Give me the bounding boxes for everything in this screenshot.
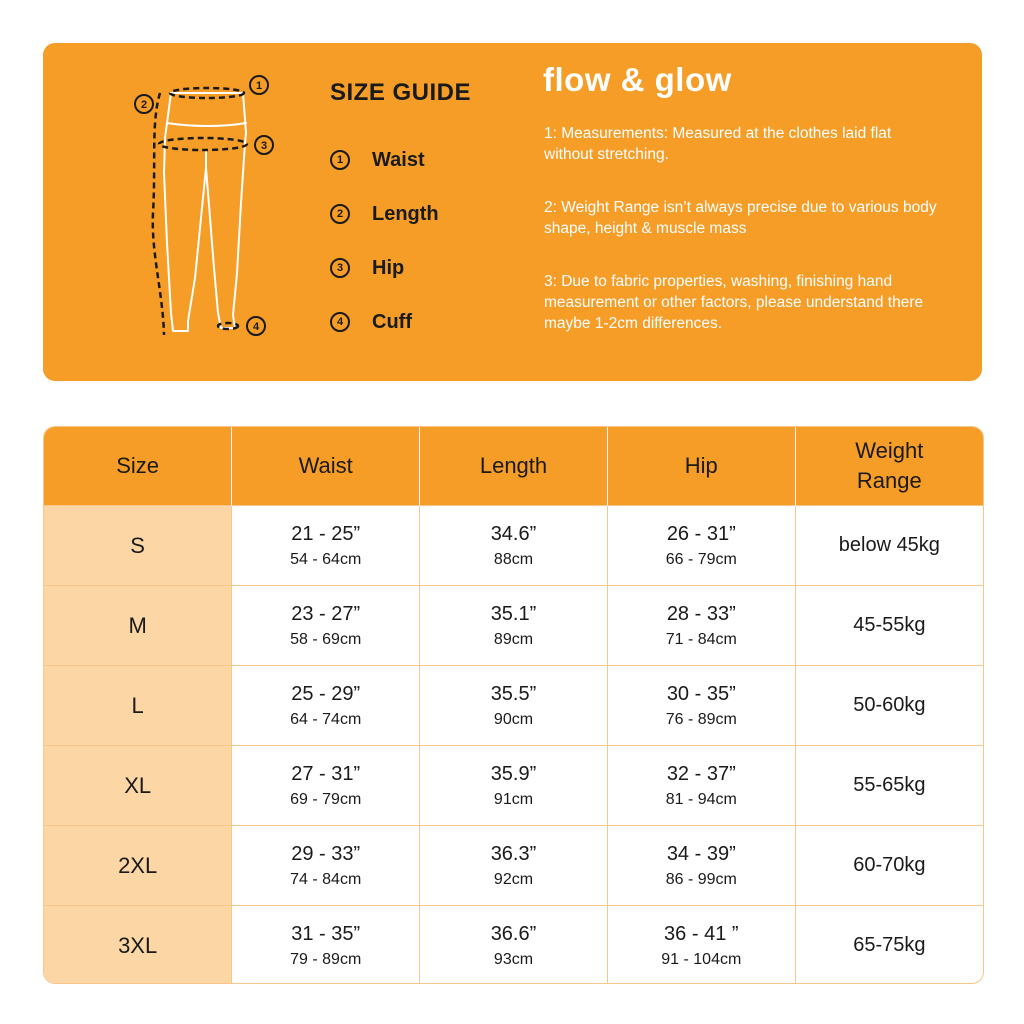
table-body <box>44 506 983 985</box>
marker-2 <box>135 95 153 113</box>
length-inches: 35.9” <box>490 762 537 785</box>
legend-item-hip <box>330 241 439 295</box>
svg-text:3: 3 <box>260 140 268 152</box>
length-cell <box>420 746 608 826</box>
note-2: 2: Weight Range isn’t always precise due to various body shape, height & muscle mass <box>544 199 937 237</box>
note-1: 1: Measurements: Measured at the clothes laid flat without stretching. <box>544 125 892 163</box>
table-row <box>44 666 983 746</box>
hip-cm: 91 - 104cm <box>661 950 742 968</box>
hip-inches: 28 - 33” <box>666 602 736 625</box>
hip-cm: 81 - 94cm <box>665 790 737 808</box>
weight-range-value: 60-70kg <box>853 854 926 876</box>
hip-inches: 36 - 41 ” <box>664 922 739 945</box>
svg-text:2: 2 <box>140 99 148 111</box>
hip-cell <box>607 506 795 586</box>
marker-3 <box>255 136 273 154</box>
size-guide-banner <box>43 43 982 381</box>
length-inches: 36.6” <box>490 922 537 945</box>
waist-cm: 64 - 74cm <box>290 710 362 728</box>
length-cm: 88cm <box>493 550 534 568</box>
size-cell: L <box>44 666 232 746</box>
weight-range-cell <box>795 666 983 746</box>
legend-item-cuff <box>330 295 439 349</box>
hip-cm: 66 - 79cm <box>665 550 737 568</box>
leggings-diagram <box>43 43 343 381</box>
waist-cell <box>232 666 420 746</box>
hip-cell <box>607 906 795 985</box>
legend-label: Cuff <box>372 310 412 333</box>
weight-range-value: 45-55kg <box>853 614 926 636</box>
marker-4 <box>247 317 265 335</box>
header-size: Size <box>44 427 232 506</box>
note-3: 3: Due to fabric properties, washing, finishing hand measurement or other factors, please understand there maybe 1-2cm differences. <box>544 273 924 332</box>
size-chart-table <box>43 426 984 984</box>
size-cell: 3XL <box>44 906 232 985</box>
length-inches: 34.6” <box>490 522 537 545</box>
length-cell <box>420 826 608 906</box>
hip-cell <box>607 666 795 746</box>
size-cell: M <box>44 586 232 666</box>
weight-range-cell <box>795 826 983 906</box>
length-inches: 36.3” <box>490 842 537 865</box>
waist-cell <box>232 506 420 586</box>
waist-inches: 29 - 33” <box>291 842 361 865</box>
hip-inches: 32 - 37” <box>666 762 736 785</box>
waist-cm: 74 - 84cm <box>290 870 362 888</box>
legend-label: Hip <box>372 256 405 279</box>
brand-logo: flow & glow <box>543 61 732 98</box>
table-row <box>44 826 983 906</box>
size-guide-title: SIZE GUIDE <box>330 79 472 106</box>
number-badge: 2 <box>330 204 350 224</box>
waist-inches: 21 - 25” <box>291 522 361 545</box>
waist-inches: 31 - 35” <box>291 922 361 945</box>
header-waist: Waist <box>232 427 420 506</box>
weight-range-value: below 45kg <box>838 534 940 556</box>
hip-inches: 26 - 31” <box>666 522 736 545</box>
table-row <box>44 506 983 586</box>
hip-inches: 30 - 35” <box>666 682 736 705</box>
waist-inches: 27 - 31” <box>291 762 361 785</box>
waist-cm: 69 - 79cm <box>290 790 362 808</box>
header-length: Length <box>420 427 608 506</box>
waist-cm: 54 - 64cm <box>290 550 362 568</box>
legend-item-length <box>330 187 439 241</box>
waist-cell <box>232 826 420 906</box>
weight-range-cell <box>795 906 983 985</box>
hip-inches: 34 - 39” <box>666 842 736 865</box>
hip-cell <box>607 746 795 826</box>
length-cm: 90cm <box>493 710 534 728</box>
legend-item-waist <box>330 133 439 187</box>
length-cell <box>420 906 608 985</box>
length-cm: 89cm <box>493 630 534 648</box>
length-cell <box>420 666 608 746</box>
hip-cell <box>607 826 795 906</box>
length-cm: 92cm <box>493 870 534 888</box>
weight-range-value: 55-65kg <box>853 774 926 796</box>
header-hip: Hip <box>607 427 795 506</box>
weight-range-cell <box>795 746 983 826</box>
hip-cm: 71 - 84cm <box>665 630 737 648</box>
number-badge: 3 <box>330 258 350 278</box>
marker-1 <box>250 76 268 94</box>
legend-label: Waist <box>372 148 425 171</box>
waist-cm: 79 - 89cm <box>290 950 362 968</box>
weight-range-cell <box>795 506 983 586</box>
waist-inches: 23 - 27” <box>291 602 361 625</box>
waist-cell <box>232 906 420 985</box>
number-badge: 4 <box>330 312 350 332</box>
measurement-legend <box>330 133 439 349</box>
table-row <box>44 746 983 826</box>
hip-cm: 76 - 89cm <box>665 710 737 728</box>
waist-cell <box>232 746 420 826</box>
length-inches: 35.1” <box>490 602 537 625</box>
svg-text:4: 4 <box>252 321 260 333</box>
header-weight-range: Weight Range <box>795 427 983 506</box>
waist-cell <box>232 586 420 666</box>
svg-text:1: 1 <box>255 80 263 92</box>
length-cm: 93cm <box>493 950 534 968</box>
waist-cm: 58 - 69cm <box>290 630 362 648</box>
table-row <box>44 906 983 985</box>
table-row <box>44 586 983 666</box>
table-header-row <box>44 427 983 506</box>
weight-range-cell <box>795 586 983 666</box>
measurement-notes <box>544 123 944 366</box>
weight-range-value: 50-60kg <box>853 694 926 716</box>
size-cell: 2XL <box>44 826 232 906</box>
hip-cm: 86 - 99cm <box>665 870 737 888</box>
length-cm: 91cm <box>493 790 534 808</box>
length-cell <box>420 506 608 586</box>
size-cell: S <box>44 506 232 586</box>
legend-label: Length <box>372 202 439 225</box>
length-cell <box>420 586 608 666</box>
waist-inches: 25 - 29” <box>291 682 361 705</box>
weight-range-value: 65-75kg <box>853 934 926 956</box>
size-cell: XL <box>44 746 232 826</box>
hip-cell <box>607 586 795 666</box>
number-badge: 1 <box>330 150 350 170</box>
length-inches: 35.5” <box>490 682 537 705</box>
